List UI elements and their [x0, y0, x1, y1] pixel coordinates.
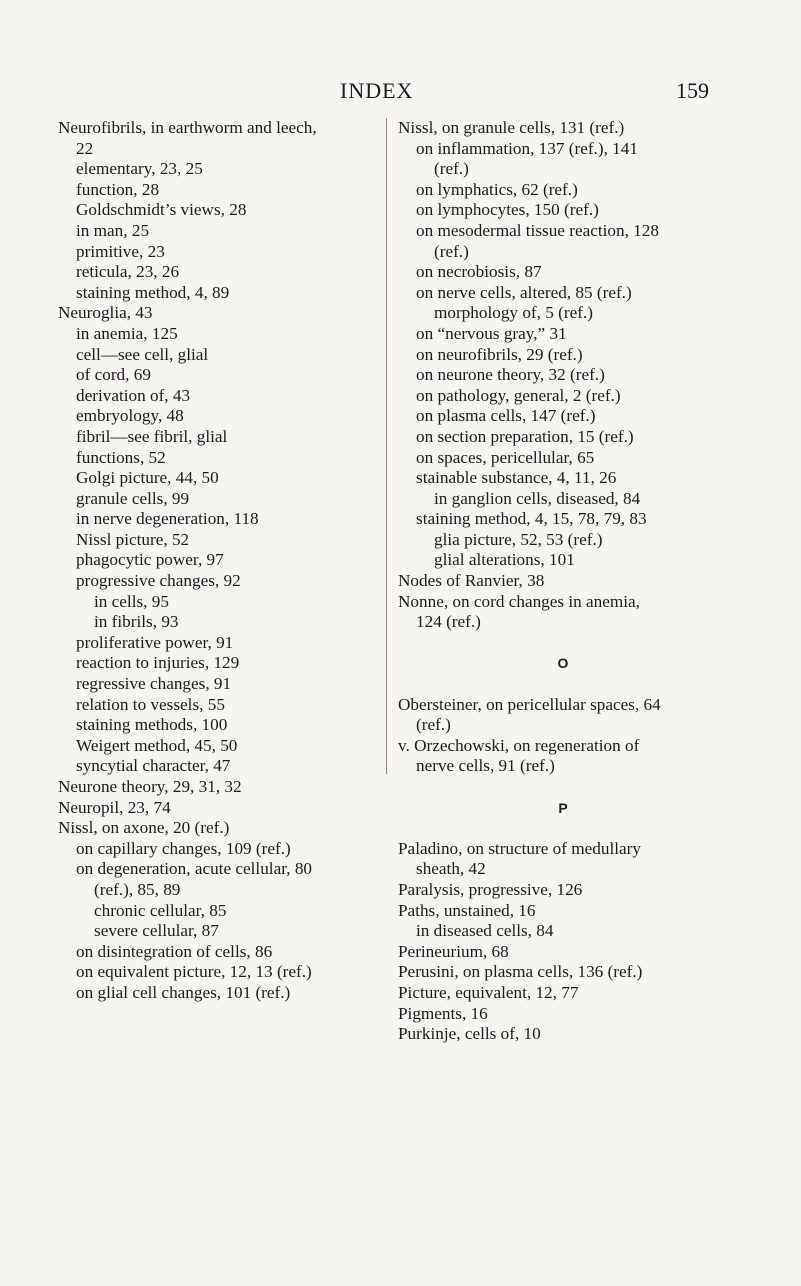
index-entry: Perusini, on plasma cells, 136 (ref.)	[398, 962, 643, 982]
index-entry: on neurofibrils, 29 (ref.)	[416, 344, 583, 364]
index-entry: on “nervous gray,” 31	[416, 323, 567, 343]
index-entry: Purkinje, cells of, 10	[398, 1024, 541, 1044]
index-entry: on inflammation, 137 (ref.), 141	[416, 138, 638, 158]
index-entry: on lymphocytes, 150 (ref.)	[416, 200, 599, 220]
index-entry: Nissl picture, 52	[76, 529, 190, 549]
page-title: INDEX	[340, 78, 414, 103]
index-entry: Neurofibrils, in earthworm and leech,	[58, 118, 317, 137]
index-entry: on spaces, pericellular, 65	[416, 447, 595, 467]
index-entry: in nerve degeneration, 118	[76, 509, 259, 529]
index-entry: phagocytic power, 97	[76, 550, 224, 570]
index-entry: staining method, 4, 89	[76, 282, 230, 302]
index-entry: in cells, 95	[94, 591, 169, 611]
index-entry: Paths, unstained, 16	[398, 900, 536, 920]
index-entry: 22	[76, 138, 94, 158]
index-entry: function, 28	[76, 179, 160, 199]
index-entry: Paralysis, progressive, 126	[398, 879, 583, 899]
index-entry: syncytial character, 47	[76, 756, 231, 776]
spacer	[398, 818, 728, 839]
index-entry: stainable substance, 4, 11, 26	[416, 468, 617, 488]
index-entry: in anemia, 125	[76, 323, 178, 343]
index-entry: nerve cells, 91 (ref.)	[416, 756, 555, 776]
index-entry: in ganglion cells, diseased, 84	[434, 488, 641, 508]
index-entry: fibril—see fibril, glial	[76, 426, 228, 446]
index-entry: (ref.), 85, 89	[94, 879, 181, 899]
index-entry: Neuroglia, 43	[58, 303, 153, 323]
index-entry: on disintegration of cells, 86	[76, 941, 273, 961]
index-entry: Perineurium, 68	[398, 941, 509, 961]
index-entry: proliferative power, 91	[76, 632, 234, 652]
index-entry: Nonne, on cord changes in anemia,	[398, 591, 640, 611]
section-letter-o: O	[557, 655, 569, 672]
index-entry: in diseased cells, 84	[416, 921, 554, 941]
index-entry: embryology, 48	[76, 406, 184, 426]
index-entry: in man, 25	[76, 220, 150, 240]
index-column-left	[58, 118, 380, 1004]
spacer	[398, 674, 728, 695]
index-entry: Picture, equivalent, 12, 77	[398, 982, 579, 1002]
index-entry: 124 (ref.)	[416, 612, 481, 632]
index-entry: Golgi picture, 44, 50	[76, 468, 219, 488]
index-entry: on mesodermal tissue reaction, 128	[416, 220, 659, 240]
index-entry: primitive, 23	[76, 241, 165, 261]
page-number: 159	[676, 78, 709, 103]
section-letter-p: P	[558, 799, 568, 816]
index-entry: reaction to injuries, 129	[76, 653, 240, 673]
index-entry: on pathology, general, 2 (ref.)	[416, 385, 621, 405]
column-divider	[386, 118, 387, 774]
index-entry: functions, 52	[76, 447, 166, 467]
index-entry: v. Orzechowski, on regeneration of	[398, 735, 640, 755]
index-entry: Obersteiner, on pericellular spaces, 64	[398, 694, 661, 714]
spacer	[398, 633, 728, 654]
index-entry: glia picture, 52, 53 (ref.)	[434, 529, 603, 549]
index-entry: (ref.)	[434, 159, 469, 179]
index-entry: staining methods, 100	[76, 715, 228, 735]
index-entry: Pigments, 16	[398, 1003, 488, 1023]
index-entry: on equivalent picture, 12, 13 (ref.)	[76, 962, 312, 982]
index-entry: staining method, 4, 15, 78, 79, 83	[416, 509, 647, 529]
spacer	[398, 777, 728, 798]
index-entry: Weigert method, 45, 50	[76, 735, 238, 755]
index-entry: Nodes of Ranvier, 38	[398, 571, 545, 591]
index-entry: elementary, 23, 25	[76, 159, 203, 179]
index-entry: derivation of, 43	[76, 385, 191, 405]
index-entry: Nissl, on granule cells, 131 (ref.)	[398, 118, 625, 137]
index-entry: reticula, 23, 26	[76, 262, 180, 282]
index-entry: granule cells, 99	[76, 488, 190, 508]
index-entry: on neurone theory, 32 (ref.)	[416, 365, 605, 385]
index-entry: on plasma cells, 147 (ref.)	[416, 406, 596, 426]
index-entry: on glial cell changes, 101 (ref.)	[76, 982, 291, 1002]
index-entry: relation to vessels, 55	[76, 694, 225, 714]
index-entry: regressive changes, 91	[76, 674, 232, 694]
index-entry: glial alterations, 101	[434, 550, 575, 570]
index-entry: cell—see cell, glial	[76, 344, 209, 364]
index-entry: on section preparation, 15 (ref.)	[416, 426, 634, 446]
index-entry: on degeneration, acute cellular, 80	[76, 859, 313, 879]
index-entry: chronic cellular, 85	[94, 900, 227, 920]
index-entry: on necrobiosis, 87	[416, 262, 542, 282]
index-entry: on lymphatics, 62 (ref.)	[416, 179, 578, 199]
index-entry: Neuropil, 23, 74	[58, 797, 171, 817]
index-entry: on nerve cells, altered, 85 (ref.)	[416, 282, 632, 302]
index-entry: Nissl, on axone, 20 (ref.)	[58, 818, 230, 838]
index-entry: Neurone theory, 29, 31, 32	[58, 777, 242, 796]
index-entry: sheath, 42	[416, 859, 486, 879]
index-entry: (ref.)	[434, 241, 469, 261]
index-entry: (ref.)	[416, 715, 451, 735]
index-entry: progressive changes, 92	[76, 571, 241, 591]
index-entry: on capillary changes, 109 (ref.)	[76, 838, 291, 858]
index-entry: of cord, 69	[76, 365, 151, 385]
running-head	[0, 78, 801, 108]
index-entry: Paladino, on structure of medullary	[398, 838, 641, 858]
index-entry: in fibrils, 93	[94, 612, 179, 632]
index-entry: severe cellular, 87	[94, 921, 219, 941]
index-entry: morphology of, 5 (ref.)	[434, 303, 593, 323]
index-column-right	[398, 118, 728, 1045]
index-entry: Goldschmidt’s views, 28	[76, 200, 247, 220]
